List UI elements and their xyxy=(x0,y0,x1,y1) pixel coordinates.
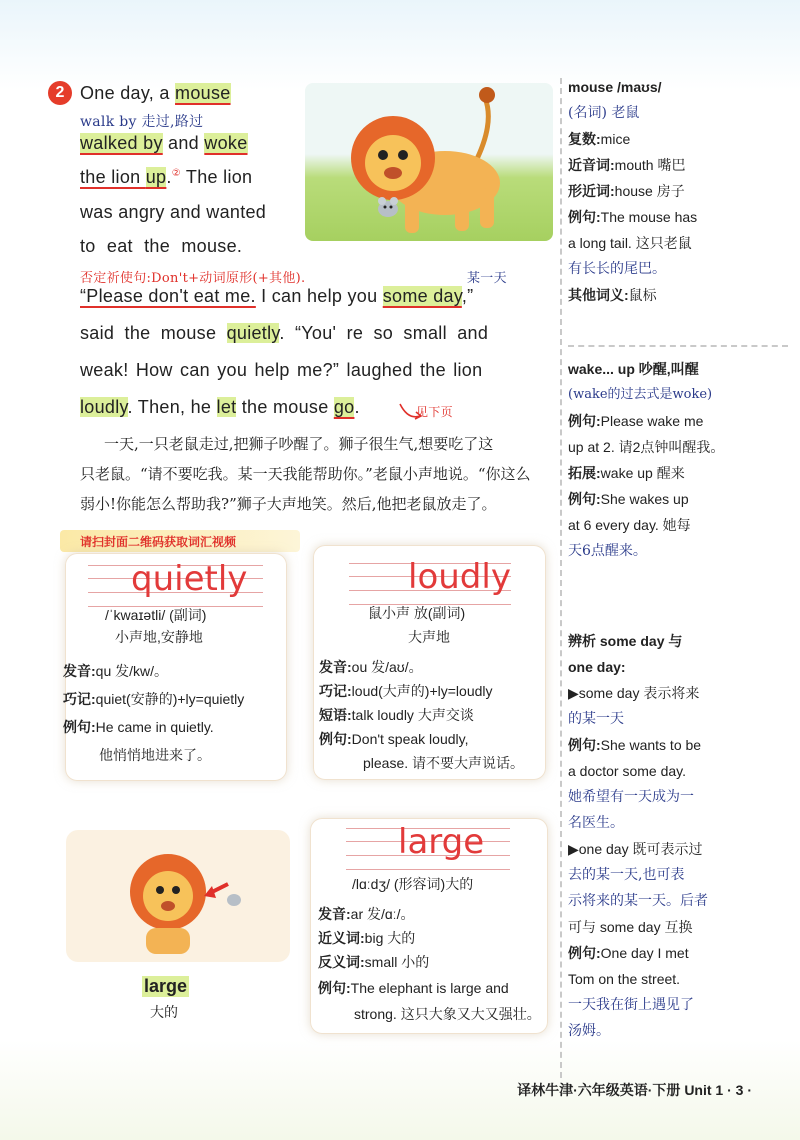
phrase-walked-by[interactable]: walked by xyxy=(80,133,163,153)
picture-card-large xyxy=(66,830,290,962)
column-divider xyxy=(560,78,562,1078)
section-number-badge: 2 xyxy=(48,81,72,105)
card-phonetic: /ˈkwaɪətli/ (副词) xyxy=(105,607,207,623)
card-meaning: 大声地 xyxy=(408,629,450,645)
page-footer: 译林牛津·六年级英语·下册 Unit 1 · 3 · xyxy=(517,1082,752,1098)
mouse-icon xyxy=(373,193,403,219)
translation-line-1: 一天,一只老鼠走过,把狮子吵醒了。狮子很生气,想要吃了这 xyxy=(104,435,494,453)
card-word: quietly xyxy=(131,559,248,599)
card-synonym: 近义词:big 大的 xyxy=(318,930,416,946)
card-example-translation: 他悄悄地进来了。 xyxy=(99,747,211,763)
story-line-9: loudly. Then, he let the mouse go. xyxy=(80,397,360,417)
vocab-card-loudly xyxy=(313,545,546,780)
translation-line-3: 弱小!你能怎么帮助我?”狮子大声地笑。然后,他把老鼠放走了。 xyxy=(80,495,497,513)
word-go[interactable]: go xyxy=(333,397,355,417)
card-antonym: 反义词:small 小的 xyxy=(318,954,430,970)
sidebar-divider xyxy=(568,345,788,347)
note-walk-by: walk by 走过,路过 xyxy=(80,114,204,130)
card-example-2: strong. 这只大象又大又强壮。 xyxy=(354,1006,541,1022)
story-line-6: “Please don't eat me. I can help you some day,” xyxy=(80,286,474,306)
card-pronunciation: 发音:ou 发/aʊ/。 xyxy=(319,659,423,675)
note-some-day: 某一天 xyxy=(467,271,507,286)
card-word: large xyxy=(398,822,485,862)
lion-icon xyxy=(305,83,553,241)
note-see-next-page: 见下页 xyxy=(416,405,453,419)
word-loudly[interactable]: loudly xyxy=(80,397,128,417)
card-example: 例句:The elephant is large and xyxy=(318,980,509,996)
story-line-1: One day, a mouse xyxy=(80,83,231,103)
story-line-4: was angry and wanted xyxy=(80,202,267,222)
sidebar-someday-notes: 辨析 some day 与 one day: ▶some day 表示将来 的某一天 例句:She wants to be a doctor some day. 她希望有一天成为一 名医生。 ▶one day 既可表示过 去的某一天,也可表 示将来的某一天。后者 可与 some day 互换 例句:One day I met Tom on the street. 一天我在街上遇见了 汤姆。 xyxy=(568,628,793,1044)
word-quietly[interactable]: quietly xyxy=(226,323,280,343)
sidebar-heading-mouse: mouse /maʊs/ xyxy=(568,79,662,95)
note-negative-imperative: 否定祈使句:Don't+动词原形(+其他). xyxy=(80,271,306,286)
vocab-card-quietly xyxy=(65,553,287,781)
sidebar-heading-wake: wake... up 吵醒,叫醒 xyxy=(568,361,699,377)
large-picture-meaning: 大的 xyxy=(150,1005,178,1021)
card-example: 例句:Don't speak loudly, xyxy=(319,731,469,747)
large-picture-word: large xyxy=(144,976,188,996)
lion-mouse-illustration xyxy=(305,83,553,241)
story-line-2: walked by and woke xyxy=(80,133,248,153)
phrase-some-day[interactable]: some day xyxy=(382,286,462,306)
story-line-8: weak! How can you help me?” laughed the lion xyxy=(80,360,483,380)
word-woke[interactable]: woke xyxy=(204,133,248,153)
vocab-card-large xyxy=(310,818,548,1034)
card-memory-tip: 巧记:quiet(安静的)+ly=quietly xyxy=(63,691,245,707)
card-word: loudly xyxy=(408,557,511,597)
sidebar-heading-someday: 辨析 some day 与 xyxy=(568,633,683,649)
card-phrase: 短语:talk loudly 大声交谈 xyxy=(319,707,474,723)
card-phonetic: 鼠小声 放(副词) xyxy=(368,605,466,621)
sidebar-wake-notes: wake... up 吵醒,叫醒 (wake的过去式是woke) 例句:Please wake me up at 2. 请2点钟叫醒我。 拓展:wake up 醒来 例句:She wakes up at 6 every day. 她每 天6点醒来。 xyxy=(568,356,793,564)
card-pronunciation: 发音:qu 发/kw/。 xyxy=(63,663,169,679)
word-mouse[interactable]: mouse xyxy=(175,83,231,103)
translation-line-2: 只老鼠。“请不要吃我。某一天我能帮助你。”老鼠小声地说。“你这么 xyxy=(80,465,531,483)
card-meaning: 小声地,安静地 xyxy=(115,629,203,645)
story-line-3: the lion up.② The lion xyxy=(80,167,253,187)
lion-icon xyxy=(116,844,246,956)
scan-note-text: 请扫封面二维码获取词汇视频 xyxy=(80,535,237,549)
card-pronunciation: 发音:ar 发/ɑː/。 xyxy=(318,906,415,922)
card-example: 例句:He came in quietly. xyxy=(63,719,214,735)
sidebar-mouse-notes: mouse /maʊs/ (名词) 老鼠 复数:mice 近音词:mouth 嘴巴 形近词:house 房子 例句:The mouse has a long tail. 这只老鼠 有长长的尾巴。 其他词义:鼠标 xyxy=(568,74,793,308)
card-phonetic: /lɑːdʒ/ (形容词)大的 xyxy=(352,876,474,892)
story-line-5: to eat the mouse. xyxy=(80,236,243,256)
story-line-7: said the mouse quietly. “You' re so small and xyxy=(80,323,489,343)
card-example-2: please. 请不要大声说话。 xyxy=(363,755,525,771)
word-let[interactable]: let xyxy=(216,397,237,417)
scan-note-banner[interactable] xyxy=(60,530,300,552)
translation-block xyxy=(80,429,558,519)
word-up[interactable]: up xyxy=(145,167,167,187)
card-memory-tip: 巧记:loud(大声的)+ly=loudly xyxy=(319,683,493,699)
